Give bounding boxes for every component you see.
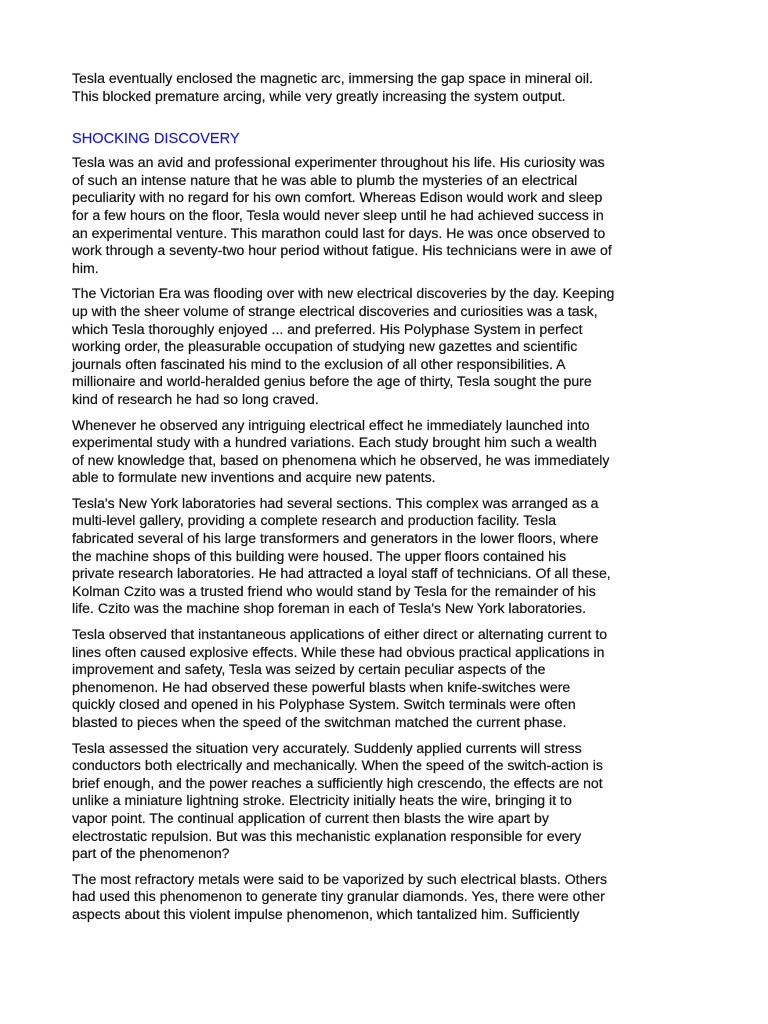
- text-line: This blocked premature arcing, while very greatly increasing the system output.: [72, 87, 566, 104]
- text-line: quickly closed and opened in his Polyphase System. Switch terminals were often: [72, 696, 576, 713]
- text-line: vapor point. The continual application of current then blasts the wire apart by: [72, 809, 549, 826]
- text-line: millionaire and world-heralded genius before the age of thirty, Tesla sought the pure: [72, 373, 592, 390]
- text-line: an experimental venture. This marathon could last for days. He was once observed to: [72, 224, 606, 241]
- text-line: private research laboratories. He had attracted a loyal staff of technicians. Of all these,: [72, 565, 611, 582]
- text-line: which Tesla thoroughly enjoyed ... and preferred. His Polyphase System in perfect: [72, 320, 583, 337]
- text-line: improvement and safety, Tesla was seized by certain peculiar aspects of the: [72, 661, 546, 678]
- text-line: experimental study with a hundred variations. Each study brought him such a wealth: [72, 434, 597, 451]
- text-line: Tesla eventually enclosed the magnetic arc, immersing the gap space in mineral oil.: [72, 70, 593, 86]
- text-line: Tesla's New York laboratories had several sections. This complex was arranged as a: [72, 494, 599, 511]
- paragraph-6: [72, 740, 700, 863]
- text-line: lines often caused explosive effects. While these had obvious practical applications in: [72, 643, 605, 660]
- text-line: had used this phenomenon to generate tiny granular diamonds. Yes, there were other: [72, 888, 605, 905]
- text-line: multi-level gallery, providing a complete research and production facility. Tesla: [72, 512, 557, 529]
- text-line: life. Czito was the machine shop foreman in each of Tesla's New York laboratories.: [72, 600, 586, 617]
- text-line: Tesla was an avid and professional experimenter throughout his life. His curiosity was: [72, 154, 605, 171]
- paragraph-3: [72, 417, 700, 487]
- text-line: unlike a miniature lightning stroke. Electricity initially heats the wire, bringing it to: [72, 792, 572, 809]
- text-line: kind of research he had so long craved.: [72, 390, 319, 407]
- text-line: aspects about this violent impulse phenomenon, which tantalized him. Sufficiently: [72, 905, 580, 922]
- section-heading: SHOCKING DISCOVERY: [72, 131, 240, 148]
- text-line: for a few hours on the floor, Tesla would never sleep until he had achieved success in: [72, 206, 604, 223]
- text-line: The Victorian Era was flooding over with new electrical discoveries by the day. Keeping: [72, 285, 615, 302]
- text-line: peculiarity with no regard for his own comfort. Whereas Edison would work and sleep: [72, 189, 603, 206]
- text-line: the machine shops of this building were housed. The upper floors contained his: [72, 547, 567, 564]
- text-line: fabricated several of his large transformers and generators in the lower floors, where: [72, 530, 599, 547]
- document-page: [72, 70, 700, 932]
- paragraph-2: [72, 285, 700, 408]
- text-line: Tesla observed that instantaneous applications of either direct or alternating current to: [72, 626, 608, 643]
- paragraph-7: [72, 871, 700, 924]
- text-line: able to formulate new inventions and acquire new patents.: [72, 469, 436, 486]
- text-line: electrostatic repulsion. But was this mechanistic explanation responsible for every: [72, 827, 582, 844]
- text-line: of such an intense nature that he was able to plumb the mysteries of an electrical: [72, 171, 578, 188]
- text-line: brief enough, and the power reaches a sufficiently high crescendo, the effects are not: [72, 774, 603, 791]
- text-line: Tesla assessed the situation very accurately. Suddenly applied currents will stress: [72, 739, 582, 756]
- text-line: work through a seventy-two hour period without fatigue. His technicians were in awe of: [72, 242, 612, 259]
- paragraph-1: [72, 154, 700, 277]
- intro-paragraph: [72, 70, 700, 105]
- text-line: blasted to pieces when the speed of the switchman matched the current phase.: [72, 714, 567, 730]
- text-line: working order, the pleasurable occupation of studying new gazettes and scientific: [72, 338, 578, 355]
- text-line: him.: [72, 259, 99, 276]
- paragraph-4: [72, 495, 700, 618]
- text-line: up with the sheer volume of strange electrical discoveries and curiosities was a task,: [72, 302, 598, 319]
- text-line: of new knowledge that, based on phenomena which he observed, he was immediately: [72, 451, 610, 468]
- text-line: Whenever he observed any intriguing electrical effect he immediately launched into: [72, 416, 590, 433]
- paragraph-5: [72, 626, 700, 732]
- text-line: Kolman Czito was a trusted friend who would stand by Tesla for the remainder of his: [72, 582, 596, 599]
- text-line: journals often fascinated his mind to the exclusion of all other responsibilities. A: [72, 355, 566, 372]
- text-line: phenomenon. He had observed these powerful blasts when knife-switches were: [72, 678, 571, 695]
- text-line: part of the phenomenon?: [72, 845, 230, 862]
- text-line: The most refractory metals were said to be vaporized by such electrical blasts. Others: [72, 870, 607, 887]
- text-line: conductors both electrically and mechanically. When the speed of the switch-action is: [72, 757, 603, 774]
